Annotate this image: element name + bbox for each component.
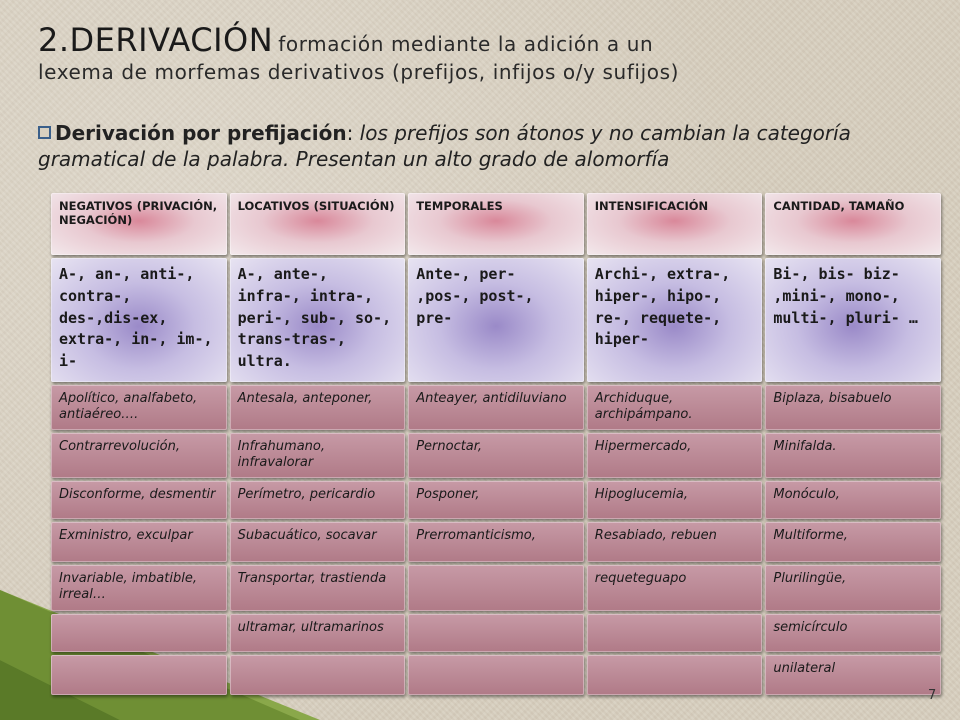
header-locativos: LOCATIVOS (SITUACIÓN) xyxy=(230,193,406,255)
page-number: 7 xyxy=(928,688,937,703)
slide-title xyxy=(38,22,938,84)
table-row xyxy=(51,481,941,519)
example-cell xyxy=(51,655,227,695)
example-cell: Minifalda. xyxy=(765,433,941,478)
example-cell: Infrahumano, infravalorar xyxy=(230,433,406,478)
example-cell: Contrarrevolución, xyxy=(51,433,227,478)
header-negativos: NEGATIVOS (PRIVACIÓN, NEGACIÓN) xyxy=(51,193,227,255)
example-cell: Invariable, imbatible, irreal… xyxy=(51,565,227,611)
title-main: 2.DERIVACIÓN xyxy=(38,21,274,59)
bullet-definition: los prefijos son átonos y no cambian la categoría gramatical de la palabra. Presentan un alto grado de alomorfía xyxy=(38,121,851,171)
example-cell: ultramar, ultramarinos xyxy=(230,614,406,652)
prefixes-locativos: A-, ante-, infra-, intra-, peri-, sub-, so-, trans-tras-, ultra. xyxy=(230,258,406,382)
prefixes-intensificacion: Archi-, extra-, hiper-, hipo-, re-, requete-, hiper- xyxy=(587,258,763,382)
table-row xyxy=(51,614,941,652)
prefix-table xyxy=(48,190,944,698)
example-cell: requeteguapo xyxy=(587,565,763,611)
header-cantidad: CANTIDAD, TAMAÑO xyxy=(765,193,941,255)
example-cell: Antesala, anteponer, xyxy=(230,385,406,430)
table-row xyxy=(51,385,941,430)
example-cell: Disconforme, desmentir xyxy=(51,481,227,519)
header-intensificacion: INTENSIFICACIÓN xyxy=(587,193,763,255)
header-temporales: TEMPORALES xyxy=(408,193,584,255)
example-cell xyxy=(230,655,406,695)
title-subtitle: formación mediante la adición a un xyxy=(278,32,654,56)
example-cell xyxy=(587,614,763,652)
table-row xyxy=(51,433,941,478)
prefixes-temporales: Ante-, per- ,pos-, post-, pre- xyxy=(408,258,584,382)
example-cell: Multiforme, xyxy=(765,522,941,562)
example-cell: Subacuático, socavar xyxy=(230,522,406,562)
bullet-point xyxy=(38,120,918,172)
example-cell: Hipoglucemia, xyxy=(587,481,763,519)
example-cell: Pernoctar, xyxy=(408,433,584,478)
example-cell: Monóculo, xyxy=(765,481,941,519)
example-cell: Hipermercado, xyxy=(587,433,763,478)
header-row xyxy=(51,193,941,255)
example-cell: Exministro, exculpar xyxy=(51,522,227,562)
table-row xyxy=(51,565,941,611)
example-cell xyxy=(408,655,584,695)
prefixes-cantidad: Bi-, bis- biz- ,mini-, mono-, multi-, pluri- … xyxy=(765,258,941,382)
square-bullet-icon xyxy=(38,126,51,139)
table-row xyxy=(51,655,941,695)
prefixes-negativos: A-, an-, anti-, contra-, des-,dis-ex, extra-, in-, im-, i- xyxy=(51,258,227,382)
bullet-colon: : xyxy=(346,121,360,145)
example-cell: Perímetro, pericardio xyxy=(230,481,406,519)
prefixes-row xyxy=(51,258,941,382)
example-cell xyxy=(51,614,227,652)
example-cell: semicírculo xyxy=(765,614,941,652)
example-cell: Biplaza, bisabuelo xyxy=(765,385,941,430)
example-cell: Transportar, trastienda xyxy=(230,565,406,611)
table-row xyxy=(51,522,941,562)
example-cell: Prerromanticismo, xyxy=(408,522,584,562)
example-cell xyxy=(587,655,763,695)
example-cell: Plurilingüe, xyxy=(765,565,941,611)
example-cell xyxy=(408,614,584,652)
example-cell: Posponer, xyxy=(408,481,584,519)
example-cell xyxy=(408,565,584,611)
example-cell: Archiduque, archipámpano. xyxy=(587,385,763,430)
example-cell: Anteayer, antidiluviano xyxy=(408,385,584,430)
example-cell: Apolítico, analfabeto, antiaéreo…. xyxy=(51,385,227,430)
example-cell: unilateral xyxy=(765,655,941,695)
title-line2: lexema de morfemas derivativos (prefijos, infijos o/y sufijos) xyxy=(38,59,679,84)
example-cell: Resabiado, rebuen xyxy=(587,522,763,562)
bullet-term: Derivación por prefijación xyxy=(55,121,347,145)
